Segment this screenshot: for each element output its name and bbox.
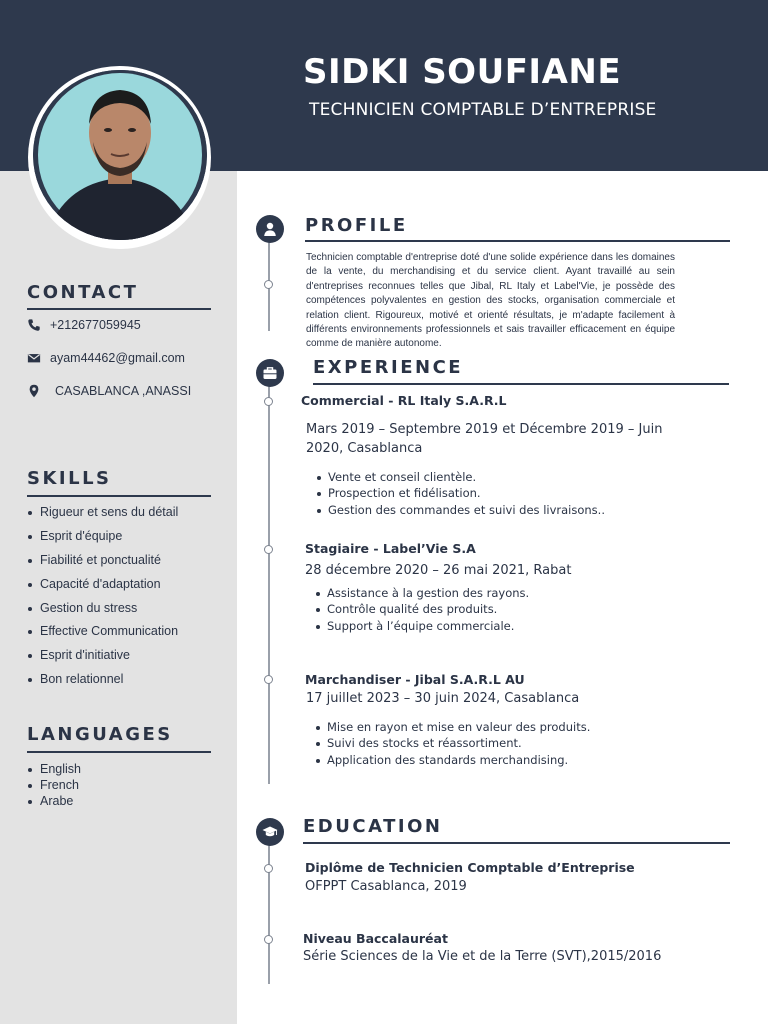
education-detail: Série Sciences de la Vie et de la Terre (SVT),2015/2016 xyxy=(303,949,662,964)
contact-email[interactable] xyxy=(27,349,185,367)
timeline-dot xyxy=(264,935,273,944)
skill-item: Effective Communication xyxy=(27,624,178,648)
education-section-marker xyxy=(256,818,284,846)
job-title: Commercial - RL Italy S.A.R.L xyxy=(301,393,507,408)
location-pin-icon xyxy=(27,384,41,398)
timeline-dot xyxy=(264,280,273,289)
timeline-dot xyxy=(264,545,273,554)
skill-item: Esprit d'équipe xyxy=(27,529,178,553)
contact-heading: CONTACT xyxy=(27,282,139,303)
job-duties xyxy=(313,586,529,635)
address: CASABLANCA ,ANASSI xyxy=(55,384,192,398)
job-duty: Mise en rayon et mise en valeur des produits. xyxy=(313,720,590,736)
job-duty: Prospection et fidélisation. xyxy=(314,486,605,502)
phone-icon xyxy=(27,318,41,332)
person-icon xyxy=(262,221,278,237)
experience-heading: EXPERIENCE xyxy=(313,357,464,378)
profile-photo xyxy=(33,70,207,240)
job-dates: Mars 2019 – Septembre 2019 et Décembre 2019 – Juin 2020, Casablanca xyxy=(306,422,663,456)
job-duty: Vente et conseil clientèle. xyxy=(314,470,605,486)
contact-phone[interactable] xyxy=(27,316,141,334)
profile-divider xyxy=(305,240,730,242)
experience-divider xyxy=(313,383,729,385)
skill-item: Bon relationnel xyxy=(27,672,178,696)
education-title: Niveau Baccalauréat xyxy=(303,931,448,946)
skill-item: Rigueur et sens du détail xyxy=(27,505,178,529)
contact-divider xyxy=(27,308,211,310)
phone-number: +212677059945 xyxy=(50,318,141,332)
candidate-title: TECHNICIEN COMPTABLE D’ENTREPRISE xyxy=(309,100,657,120)
skills-divider xyxy=(27,495,211,497)
skills-list xyxy=(27,505,178,696)
graduation-cap-icon xyxy=(262,824,278,840)
job-duty: Support à l’équipe commerciale. xyxy=(313,619,529,635)
email-address: ayam44462@gmail.com xyxy=(50,351,185,365)
skill-item: Fiabilité et ponctualité xyxy=(27,553,178,577)
language-item: English xyxy=(27,762,81,778)
language-item: French xyxy=(27,778,81,794)
job-duty: Application des standards merchandising. xyxy=(313,753,590,769)
profile-heading: PROFILE xyxy=(305,215,408,236)
briefcase-icon xyxy=(262,365,278,381)
education-heading: EDUCATION xyxy=(303,816,443,837)
job-duties xyxy=(313,720,590,769)
profile-summary: Technicien comptable d'entreprise doté d'une solide expérience dans les domaines de la vente, du merchandising et du service client. Ayant travaillé au sein d'entreprises reconnues telles que Jibal, RL Italy et Label'Vie, je possède des compétences polyvalentes en gestion des stocks, organisation commerciale et relation client. Rigoureux, motivé et orienté résultats, je m'adapte facilement à différents environnements professionnels et sais travailler efficacement en équipe comme de manière autonome. xyxy=(306,252,675,350)
job-dates: 28 décembre 2020 – 26 mai 2021, Rabat xyxy=(305,563,572,578)
timeline-dot xyxy=(264,397,273,406)
timeline-dot xyxy=(264,864,273,873)
language-item: Arabe xyxy=(27,794,81,810)
job-duties xyxy=(314,470,605,519)
education-title: Diplôme de Technicien Comptable d’Entreprise xyxy=(305,860,635,875)
skill-item: Capacité d'adaptation xyxy=(27,577,178,601)
timeline-line-experience xyxy=(268,384,270,784)
education-detail: OFPPT Casablanca, 2019 xyxy=(305,879,467,894)
job-duty: Assistance à la gestion des rayons. xyxy=(313,586,529,602)
contact-address xyxy=(27,382,191,400)
skills-heading: SKILLS xyxy=(27,468,112,489)
languages-divider xyxy=(27,751,211,753)
experience-section-marker xyxy=(256,359,284,387)
timeline-dot xyxy=(264,675,273,684)
languages-heading: LANGUAGES xyxy=(27,724,173,745)
job-title: Stagiaire - Label’Vie S.A xyxy=(305,541,476,556)
languages-list xyxy=(27,762,81,811)
candidate-name: SIDKI SOUFIANE xyxy=(303,52,622,92)
mail-icon xyxy=(27,351,41,365)
profile-section-marker xyxy=(256,215,284,243)
job-duty: Contrôle qualité des produits. xyxy=(313,602,529,618)
skill-item: Gestion du stress xyxy=(27,601,178,625)
job-duty: Gestion des commandes et suivi des livraisons.. xyxy=(314,503,605,519)
job-dates: 17 juillet 2023 – 30 juin 2024, Casablanca xyxy=(306,691,580,706)
job-duty: Suivi des stocks et réassortiment. xyxy=(313,736,590,752)
skill-item: Esprit d'initiative xyxy=(27,648,178,672)
education-divider xyxy=(303,842,730,844)
job-title: Marchandiser - Jibal S.A.R.L AU xyxy=(305,672,525,687)
